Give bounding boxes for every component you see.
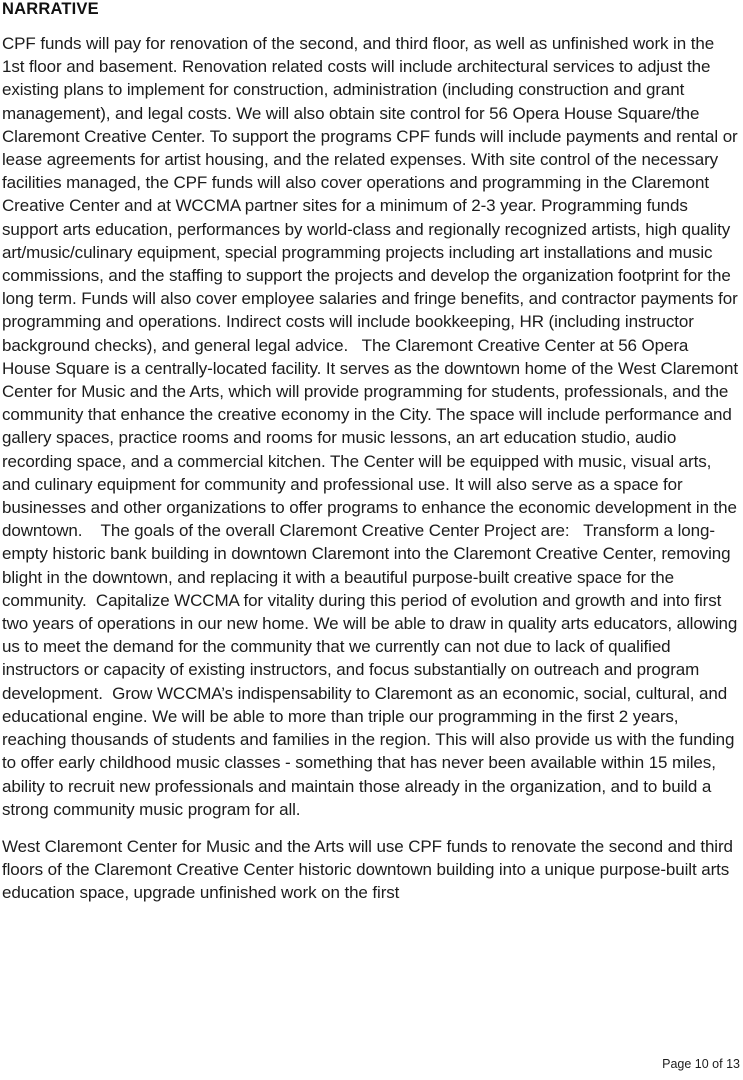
- narrative-heading: NARRATIVE: [2, 0, 99, 18]
- narrative-paragraph-2: West Claremont Center for Music and the Arts will use CPF funds to renovate the second and third floors of the Claremont Creative Center historic downtown building into a unique purpose-built arts education space, upgrade unfinished work on the first: [2, 836, 738, 903]
- narrative-paragraph-1: CPF funds will pay for renovation of the second, and third floor, as well as unfinished work in the 1st floor and basement. Renovation related costs will include architectural services to adjust the existing plans to implement for construction, administration (including construction and grant management), and legal costs. We will also obtain site control for 56 Opera House Square/the Claremont Creative Center. To support the programs CPF funds will include payments and rental or lease agreements for artist housing, and the related expenses. With site control of the necessary facilities managed, the CPF funds will also cover operations and programming in the Claremont Creative Center and at WCCMA partner sites for a minimum of 2-3 year. Programming funds support arts education, performances by world-class and regionally recognized artists, high quality art/music/culinary equipment, special programming projects including art installations and music commissions, and the staffing to support the projects and develop the organization footprint for the long term. Funds will also cover employee salaries and fringe benefits, and contractor payments for programming and operations. Indirect costs will include bookkeeping, HR (including instructor background checks), and general legal advice. The Claremont Creative Center at 56 Opera House Square is a centrally-located facility. It serves as the downtown home of the West Claremont Center for Music and the Arts, which will provide programming for students, professionals, and the community that enhance the creative economy in the City. The space will include performance and gallery spaces, practice rooms and rooms for music lessons, an art education studio, audio recording space, and a commercial kitchen. The Center will be equipped with music, visual arts, and culinary equipment for community and professional use. It will also serve as a space for businesses and other organizations to offer programs to enhance the economic development in the downtown. The goals of the overall Claremont Creative Center Project are: Transform a long-empty historic bank building in downtown Claremont into the Claremont Creative Center, removing blight in the downtown, and replacing it with a beautiful purpose-built creative space for the community. Capitalize WCCMA for vitality during this period of evolution and growth and into first two years of operations in our new home. We will be able to draw in quality arts educators, allowing us to meet the demand for the community that we currently can not due to lack of qualified instructors or capacity of existing instructors, and focus substantially on outreach and program development. Grow WCCMA’s indispensability to Claremont as an economic, social, cultural, and educational engine. We will be able to more than triple our programming in the first 2 years, reaching thousands of students and families in the region. This will also provide us with the funding to offer early childhood music classes - something that has never been available within 15 miles, ability to recruit new professionals and maintain those already in the organization, and to build a strong community music program for all.: [2, 34, 743, 819]
- page-number-label: Page 10 of 13: [662, 1057, 740, 1071]
